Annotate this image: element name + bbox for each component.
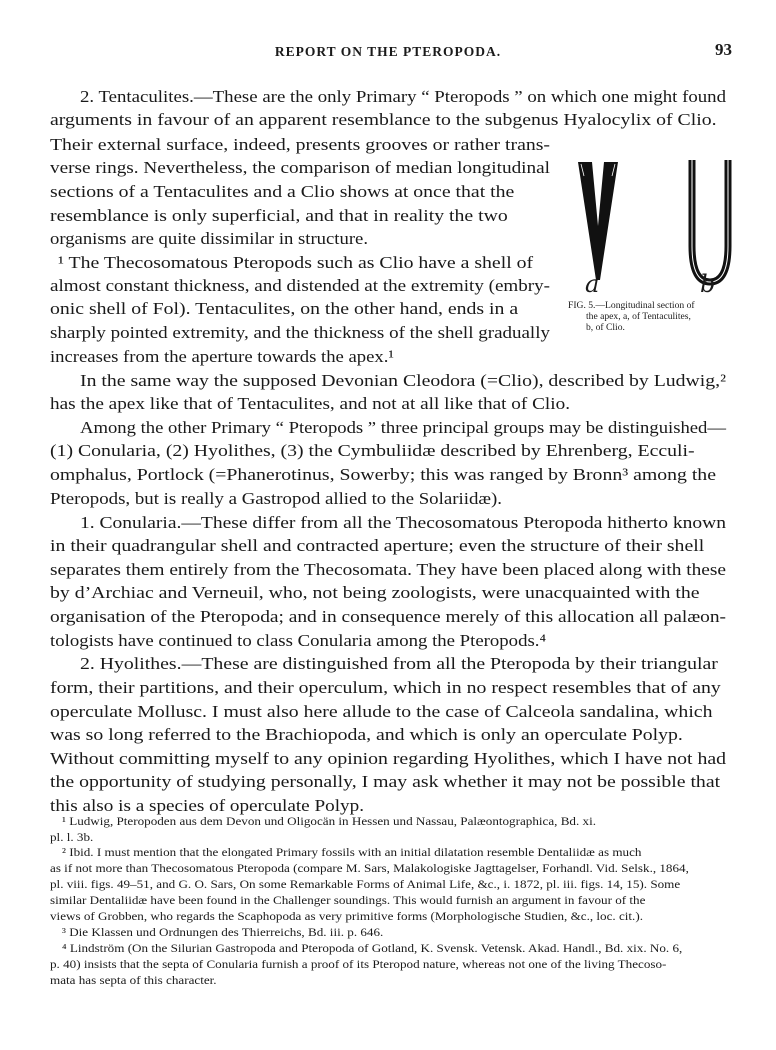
footnote-line: views of Grobben, who regards the Scaphopoda as very primitive forms (Morphologische Studien, &c., loc. cit.). bbox=[50, 911, 643, 923]
footnote-line: pl. l. 3b. bbox=[50, 832, 94, 844]
footnote-line: p. 40) insists that the septa of Conularia furnish a proof of its Pteropod nature, whereas not one of the living Thecoso- bbox=[50, 959, 667, 971]
text-line: sharply pointed extremity, and the thickness of the shell gradually bbox=[50, 323, 550, 342]
text-line: was so long referred to the Brachiopoda, and which is only an operculate Polyp. bbox=[50, 725, 683, 744]
text-line: organisation of the Pteropoda; and in consequence merely of this allocation all palæon- bbox=[50, 607, 726, 626]
running-head: REPORT ON THE PTEROPODA. bbox=[274, 44, 502, 59]
text-line: Without committing myself to any opinion regarding Hyolithes, which I have not had bbox=[50, 749, 727, 768]
figure-caption-line: the apex, a, of Tentaculites, bbox=[586, 311, 691, 322]
figure-5 bbox=[578, 148, 738, 288]
text-line: organisms are quite dissimilar in structure. bbox=[50, 229, 368, 248]
tentaculites-section-drawing bbox=[578, 162, 618, 280]
text-line: operculate Mollusc. I must also here allude to the case of Calceola sandalina, which bbox=[50, 702, 713, 721]
text-line: this also is a species of operculate Polyp. bbox=[50, 796, 364, 815]
footnote-line: ³ Die Klassen und Ordnungen des Thierreichs, Bd. iii. p. 646. bbox=[62, 927, 384, 939]
figure-caption bbox=[568, 300, 695, 333]
text-line: tologists have continued to class Conularia among the Pteropods.⁴ bbox=[50, 631, 546, 650]
text-line: omphalus, Portlock (=Phanerotinus, Sowerby; this was ranged by Bronn³ among the bbox=[50, 465, 716, 484]
text-line: ¹ The Thecosomatous Pteropods such as Clio have a shell of bbox=[58, 253, 534, 272]
footnote-line: as if not more than Thecosomatous Pteropoda (compare M. Sars, Malakologiske Jagttagelser, Forhandl. Vid. Selsk., 1864, bbox=[50, 863, 689, 875]
footnote-line: similar Dentaliidæ have been found in the Challenger soundings. This would furnish an argument in favour of the bbox=[50, 895, 646, 907]
text-line: 2. Hyolithes.—These are distinguished from all the Pteropoda by their triangular bbox=[80, 654, 718, 673]
footnote-line: ¹ Ludwig, Pteropoden aus dem Devon und Oligocän in Hessen und Nassau, Palæontographica, Bd. xi. bbox=[62, 816, 597, 828]
text-line: (1) Conularia, (2) Hyolithes, (3) the Cymbuliidæ described by Ehrenberg, Ecculi- bbox=[50, 441, 695, 460]
text-line: the opportunity of studying personally, I may ask whether it may not be possible that bbox=[50, 772, 721, 791]
text-line: Pteropods, but is really a Gastropod allied to the Solariidæ). bbox=[50, 489, 502, 508]
text-line: resemblance is only superficial, and that in reality the two bbox=[50, 206, 508, 225]
text-line: In the same way the supposed Devonian Cleodora (=Clio), described by Ludwig,² bbox=[80, 371, 726, 390]
text-line: separates them entirely from the Thecosomata. They have been placed along with these bbox=[50, 560, 726, 579]
text-line: verse rings. Nevertheless, the comparison of median longitudinal bbox=[50, 158, 550, 177]
footnote-line: ² Ibid. I must mention that the elongated Primary fossils with an initial dilatation resemble Dentaliidæ as much bbox=[62, 847, 642, 859]
text-line: Among the other Primary “ Pteropods ” three principal groups may be distinguished— bbox=[80, 418, 726, 437]
text-line: in their quadrangular shell and contracted aperture; even the structure of their shell bbox=[50, 536, 705, 555]
page-number: 93 bbox=[715, 40, 732, 59]
footnote-line: mata has septa of this character. bbox=[50, 975, 217, 987]
figure-label-a: a bbox=[585, 270, 600, 298]
footnote-line: ⁴ Lindström (On the Silurian Gastropoda and Pteropoda of Gotland, K. Svensk. Vetensk. Akad. Handl., Bd. xix. No. 6, bbox=[62, 943, 683, 955]
text-line: arguments in favour of an apparent resemblance to the subgenus Hyalocylix of Clio. bbox=[50, 110, 717, 129]
clio-section-drawing bbox=[692, 160, 728, 282]
text-line: increases from the aperture towards the apex.¹ bbox=[50, 347, 394, 366]
text-line: sections of a Tentaculites and a Clio shows at once that the bbox=[50, 182, 515, 201]
text-line: Their external surface, indeed, presents grooves or rather trans- bbox=[50, 135, 550, 154]
figure-label-b: b bbox=[700, 270, 716, 298]
text-line: by d’Archiac and Verneuil, who, not being zoologists, were unacquainted with the bbox=[50, 583, 700, 602]
figure-5-illustration bbox=[578, 148, 738, 288]
text-line: almost constant thickness, and distended at the extremity (embry- bbox=[50, 276, 550, 295]
figure-caption-line: b, of Clio. bbox=[586, 322, 625, 333]
figure-caption-line: FIG. 5.—Longitudinal section of bbox=[568, 300, 695, 311]
text-line: has the apex like that of Tentaculites, and not at all like that of Clio. bbox=[50, 394, 570, 413]
text-line: 1. Conularia.—These differ from all the Thecosomatous Pteropoda hitherto known bbox=[80, 513, 726, 532]
text-line: 2. Tentaculites.—These are the only Primary “ Pteropods ” on which one might found bbox=[80, 87, 726, 106]
footnote-line: pl. viii. figs. 49–51, and G. O. Sars, On some Remarkable Forms of Animal Life, &c., i. 1872, pl. iii. figs. 14, 15). Some bbox=[50, 879, 681, 891]
text-line: onic shell of Fol). Tentaculites, on the other hand, ends in a bbox=[50, 299, 519, 318]
text-line: form, their partitions, and their operculum, which in no respect resembles that of any bbox=[50, 678, 721, 697]
